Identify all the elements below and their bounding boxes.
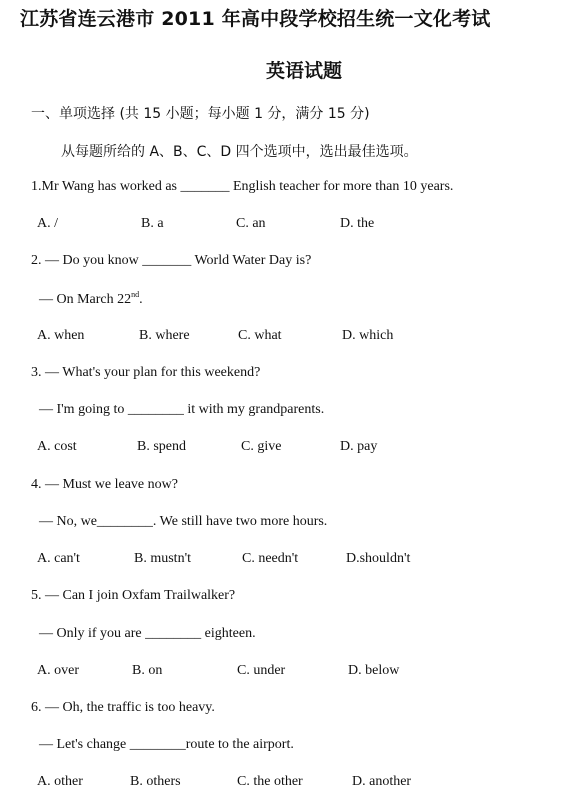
reply-period: . — [139, 292, 143, 307]
option-c: C. an — [236, 216, 266, 231]
option-b: B. a — [141, 216, 164, 231]
option-c: C. what — [238, 328, 282, 343]
question-stem: 6. — Oh, the traffic is too heavy. — [31, 700, 215, 715]
exam-subtitle: 英语试题 — [266, 60, 343, 82]
option-a: A. over — [37, 663, 79, 678]
question-stem: 3. — What's your plan for this weekend? — [31, 365, 261, 380]
section-heading: 一、单项选择 (共 15 小题；每小题 1 分，满分 15 分) — [31, 106, 370, 122]
exam-title: 江苏省连云港市 2011 年高中段学校招生统一文化考试 — [20, 8, 491, 30]
option-a: A. other — [37, 774, 83, 789]
option-b: B. mustn't — [134, 551, 191, 566]
option-c: C. the other — [237, 774, 303, 789]
question-reply: — Only if you are ________ eighteen. — [39, 626, 256, 641]
option-c: C. give — [241, 439, 282, 454]
option-a: A. can't — [37, 551, 80, 566]
question-reply: — I'm going to ________ it with my grandparents. — [39, 402, 325, 417]
option-d: D. which — [342, 328, 394, 343]
option-b: B. others — [130, 774, 181, 789]
section-instruction: 从每题所给的 A、B、C、D 四个选项中，选出最佳选项。 — [61, 144, 418, 160]
option-b: B. on — [132, 663, 163, 678]
question-reply: — Let's change ________route to the airport. — [39, 737, 294, 752]
option-d: D.shouldn't — [346, 551, 411, 566]
option-c: C. under — [237, 663, 286, 678]
option-b: B. where — [139, 328, 190, 343]
option-d: D. the — [340, 216, 375, 231]
question-stem: 1.Mr Wang has worked as _______ English teacher for more than 10 years. — [31, 179, 454, 194]
option-b: B. spend — [137, 439, 186, 454]
question-stem: 4. — Must we leave now? — [31, 477, 178, 492]
question-reply: — No, we________. We still have two more hours. — [39, 514, 328, 529]
option-a: A. cost — [37, 439, 77, 454]
question-stem: 2. — Do you know _______ World Water Day is? — [31, 253, 312, 268]
option-a: A. / — [37, 216, 58, 231]
option-d: D. another — [352, 774, 412, 789]
ordinal-suffix: nd — [131, 290, 140, 299]
option-d: D. pay — [340, 439, 378, 454]
reply-text: — On March 22 — [39, 292, 132, 307]
option-d: D. below — [348, 663, 400, 678]
question-stem: 5. — Can I join Oxfam Trailwalker? — [31, 588, 236, 603]
question-reply — [39, 290, 143, 308]
option-a: A. when — [37, 328, 85, 343]
option-c: C. needn't — [242, 551, 299, 566]
